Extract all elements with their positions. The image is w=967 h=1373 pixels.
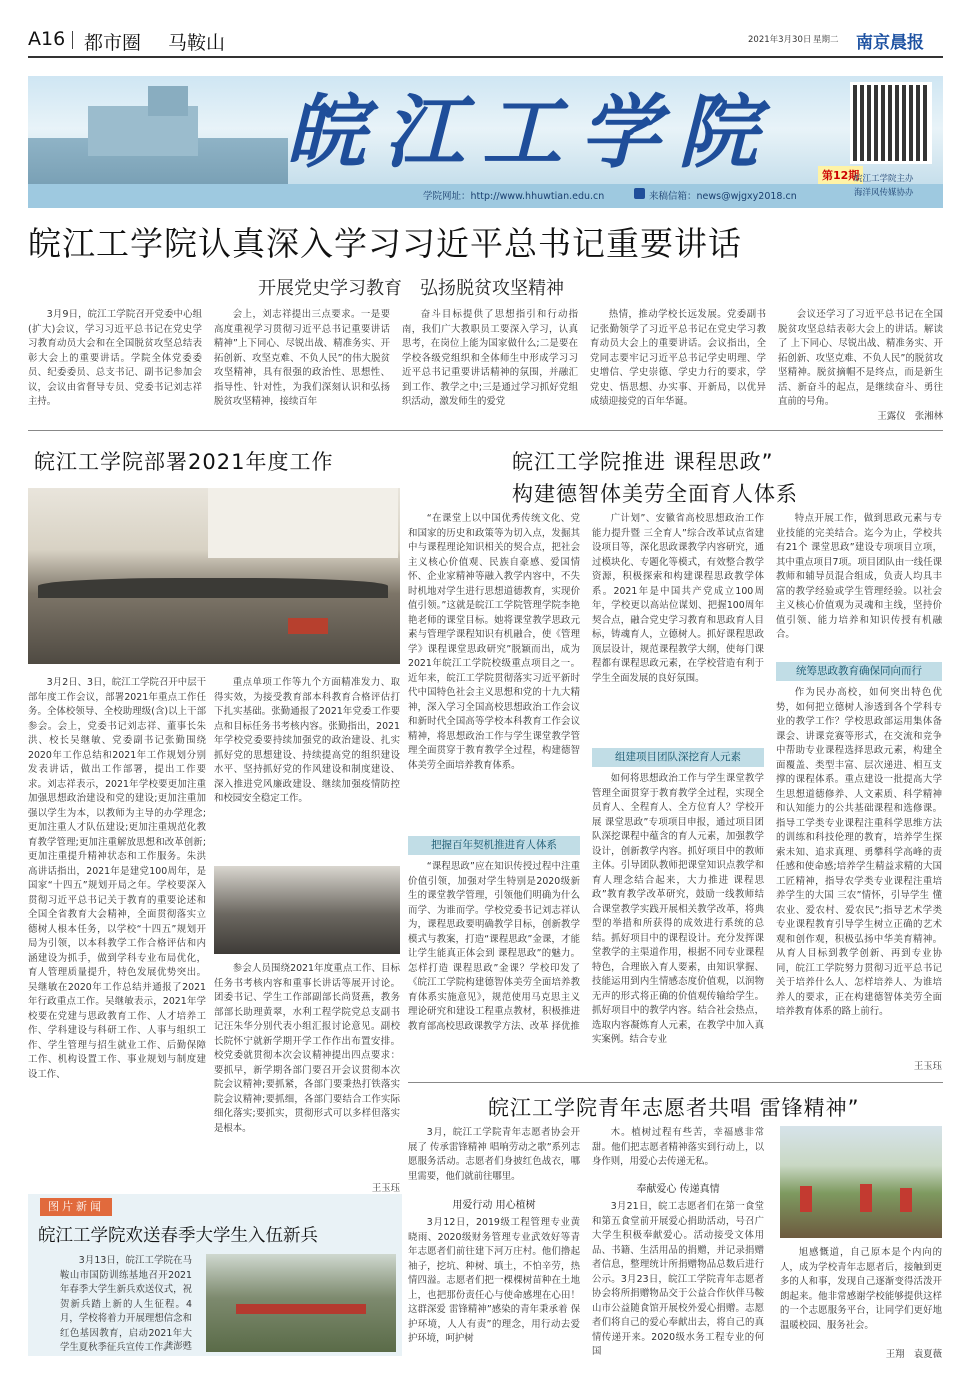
school-website: 学院网址：http://www.hhuwtian.edu.cn: [423, 191, 605, 202]
lead-col-1: 3月9日，皖江工学院召开党委中心组(扩大)会议，学习习近平总书记在党史学习教育动员大会和在全国脱贫攻坚总结表彰大会上的重要讲话。学院全体党委委员、纪委委员、总支书记、副书记参加会议，会议由省督导专员、党委书记刘志祥主持。: [28, 309, 202, 407]
topbar-divider: [72, 31, 73, 49]
qr-code: [850, 82, 932, 164]
topbar-rule: [28, 56, 943, 58]
banner-title: 皖江工学院: [286, 85, 776, 179]
ideology-col-2b: 如何将思想政治工作与学生课堂教学管理全面贯穿于教育教学全过程，实现全员育人、全程育人、全方位育人？学校开展 课堂思政”专项项目申报，通过项目团队深挖课程中蕴含的育人元素，加强教学设计，创新教学内容。抓好项目中的教师主体。引导团队教师把课堂知识点教学和育人理念结合起来，大力推进 课程思政”教育教学改革研究，鼓励一线教师结合课堂教学实践开展相关教学改革，将典型的举措和所获得的成效进行系统的总结。抓好项目中的课程设计。充分发挥课堂教学的主渠道作用，根据不同专业课程特色，合理嵌入育人要素，由知识掌握、技能运用到内生情感态度价值观，以润物无声的形式将正确的价值观传输给学生。抓好项目中的教学内容。结合社会热点，选取内容凝炼育人元素，在教学中加入真实案例。结合专业: [592, 773, 764, 1045]
page-code: A16: [28, 28, 66, 50]
lead-col-3: 奋斗目标提供了思想指引和行动指南，我们广大教职员工要深入学习，认真思考，在岗位上能为国家做什么;二是要在学校各级党组织和全体师生中形成学习习近平总书记重要讲话精神的氛围，并融汇到工作、教学之中;三是通过学习抓好党组织活动，激发师生的爱党: [402, 309, 578, 407]
photo-news-byline: 龚澎甦: [163, 1341, 192, 1352]
ideology-byline: 王玉珏: [913, 1061, 942, 1072]
lead-byline: 王露仪 张湘林: [877, 411, 943, 422]
photo-news-title: 皖江工学院欢送春季大学生入伍新兵: [38, 1226, 318, 1246]
mail-icon: [634, 188, 645, 199]
volunteer-title: 皖江工学院青年志愿者共唱 雷锋精神”: [488, 1096, 860, 1120]
masthead-banner: [28, 76, 943, 208]
lead-rule: [28, 430, 943, 431]
meeting-photo: [28, 488, 400, 664]
photo-news-label: 图片新闻: [40, 1198, 112, 1216]
volunteer-col-1a: 3月，皖江工学院青年志愿者协会开展了 传承雷锋精神 唱响劳动之歌”系列志愿服务活动。志愿者们身披红色战衣，哪里需要，他们就前往哪里。: [408, 1127, 580, 1182]
volunteer-col-3: 旭感慨道，自己原本是个内向的人，成为学校青年志愿者后，接触到更多的人和事，发现自己逐渐变得活泼开朗起来。他非常感谢学校能够提供这样的一个志愿服务平台，让同学们更好地温暖校园、服务社会。: [780, 1247, 942, 1331]
volunteer-byline: 王翔 袁夏薇: [885, 1349, 942, 1360]
ideology-title-2: 构建德智体美劳全面育人体系: [512, 482, 798, 506]
topbar: [28, 28, 943, 54]
paper-logo: 南京晨报: [856, 33, 924, 53]
lead-subhead: 开展党史学习教育 弘扬脱贫攻坚精神: [258, 278, 564, 299]
ideology-bar-3: 统筹思政教育确保同向而行: [776, 662, 942, 681]
volunteer-photo: [780, 1126, 942, 1238]
issue-weekday: 星期二: [813, 35, 839, 45]
volunteer-col-1b: 3月12日，2019级工程管理专业黄晓雨、2020级财务管理专业武效好等青年志愿者们前往建下河万庄村。他们撸起袖子，挖坑、种树、填土，不怕辛劳，热情四溢。志愿者们把一棵棵树苗种在土地上，也把那份责任心与使命感埋在心田！这群深爱 雷锋精神”感染的青年秉承着 保护环境，人人有责”的理念，用行动去爱护环境，呵护树: [408, 1217, 580, 1344]
lead-col-2: 会上，刘志祥提出三点要求。一是要高度重视学习贯彻习近平总书记重要讲话精神”上下同心、尽锐出战、精准务实、开拓创新、攻坚克难、不负人民”的伟大脱贫攻坚精神，具有很强的政治性、思想性、指导性、针对性，为我们深刻认识和弘扬脱贫攻坚精神，接续百年: [214, 309, 390, 407]
workplan-title: 皖江工学院部署2021年度工作: [34, 450, 334, 474]
issue-date: 2021年3月30日: [748, 35, 812, 45]
discussion-photo: [214, 866, 400, 954]
city-name: 马鞍山: [168, 32, 226, 54]
volunteer-col-2b: 3月21日，皖工志愿者们在第一食堂和第五食堂前开展爱心捐助活动，号召广大学生积极奉献爱心。活动接受文体用品、书籍、生活用品的捐赠，并记录捐赠者信息，整理统计所捐赠物品总数后进行公示。3月23日，皖江工学院青年志愿者协会将所捐赠物品交于公益合作伙伴马鞍山市公益随食馆开展校外爱心捐赠。志愿者们将自己的爱心奉献出去，将自己的真情传递开来。2020级水务工程专业的何国: [592, 1201, 764, 1357]
workplan-col-1: 3月2日、3日，皖江工学院召开中层干部年度工作会议，部署2021年重点工作任务。全体校领导、全校助理级(含)以上干部参会。会上，党委书记刘志祥、董事长朱洪、校长吴继敏、党委副书记张勤围绕2020年工作总结和2021年工作规划分别发表讲话，做出工作部署，提出工作要求。刘志祥表示，2021年学校要更加注重加强思想政治建设和党的建设;更加注重加强以学生为本，以教师为主导的办学理念;更加注重人才队伍建设;更加注重规范化教育教学管理;更加注重解放思想和改革创新;更加注重提升精神状态和工作服务。朱洪高讲话指出，2021年是建党100周年，是国家“十四五”规划开局之年。学校要深入贯彻习近平总书记关于教育的重要论述和全国全省教育大会精神，全面贯彻落实立德树人根本任务，以学校“十四五”规划开局为引领，以本科教学工作合格评估和内涵建设为抓手，做到学科专业布局优化，育人管理质量提升，特色发展优势突出。吴继敏在2020年工作总结并通报了2021年行政重点工作。吴继敏表示，2021年学校要在党建与思政教育工作、人才培养工作、学科建设与科研工作、人事与组织工作、学生管理与招生就业工作、后勤保障工作、机构设置工作、事业规划与制度建设工作、: [28, 677, 206, 1080]
lead-headline: 皖江工学院认真深入学习习近平总书记重要讲话: [28, 224, 742, 263]
ideology-col-1b: “课程思政”应在知识传授过程中注重价值引领，加强对学生特别是2020级新生的课堂教学管理，引领他们明确为什么而学、为谁而学。学校党委书记刘志祥认为，课程思政要明确教学目标，创新教学模式与教案，打造“课程思政”金课，才能让学生能真正体会到 课程思政”的魅力。怎样打造 课程思政”金课？学校印发了《皖江工学院构建德智体美劳全面培养教育体系实施意见》，规范使用马克思主义理论研究和建设工程重点教材，积极推进教育部高校思政课教学方法、改革 择优推: [408, 861, 580, 1032]
campus-tower: [148, 86, 188, 116]
ideology-bar-1: 把握百年契机推进育人体系: [408, 836, 580, 855]
sponsor-line-2: 海洋风传媒协办: [854, 188, 914, 198]
workplan-col-2a: 重点单项工作等九个方面精准发力、取得实效，为接受教育部本科教育合格评估打下扎实基础。张勤通报了2021年党委工作要点和目标任务书考核内容。张勤指出，2021年学校党委要持续加强党的政治建设、扎实抓好党的思想建设、持续提高党的组织建设水平、坚持抓好党的作风建设和制度建设、深入推进党风廉政建设、继续加强疫情防控和校园安全稳定工作。: [214, 677, 400, 804]
issue-number: 第12期: [818, 166, 863, 184]
photo-news-text: 3月13日，皖江工学院在马鞍山市国防训练基地召开2021年春季大学生新兵欢送仪式，祝贺新兵踏上新的人生征程。4月，学校将着力开展理想信念和红色基因教育，启动2021年大学生夏秋季征兵宣传工作。: [60, 1255, 192, 1353]
ideology-rule: [408, 1082, 943, 1083]
workplan-col-2b: 参会人员围绕2021年度重点工作、目标任务书考核内容和重事长讲话等展开讨论。团委书记、学生工作部副部长尚贤燕，教务部部长助理黄翠，水利工程学院党总支副书记汪朱华分别代表小组汇报讨论意见。副校长院怀宁就新学期开学工作作出布置安排。校党委就贯彻本次会议精神提出四点要求：要抓早，新学期各部门要召开会议贯彻本次院会议精神;要抓紧，各部门要秉热打铁落实院会议精神;要抓细，各部门要结合工作实际细化落实;要抓实，贯彻形式可以多样但落实是根本。: [214, 963, 400, 1134]
volunteer-sub-1: 用爱行动 用心植树: [452, 1200, 536, 1211]
volunteer-sub-2: 奉献爱心 传递真情: [636, 1184, 720, 1195]
lead-col-4: 热情，推动学校长远发展。党委副书记张勤领学了习近平总书记在党史学习教育动员大会上的重要讲话。会议指出，全党同志要牢记习近平总书记学史明理、学史增信、学史崇德、学史力行的要求，学党史、悟思想、办实事、开新局，以优异成绩迎接党的百年华诞。: [590, 309, 766, 407]
ideology-col-3b: 作为民办高校，如何突出特色优势，如何把立德树人渗透到各个学科专业的教学工作？学校思政部运用集体备课会、讲课竞赛等形式，在交流和竞争中帮助专业课程选择思政元素，构建全面覆盖、类型丰富、层次递进、相互支撑的课程体系。重点建设一批提高大学生思想道德修养、人文素质、科学精神和认知能力的公共基础课程和选修课。指导工学类专业课程注重科学思维方法的训练和科技伦理的教育，培养学生探索未知、追求真理、勇攀科学高峰的责任感和使命感;培养学生精益求精的大国工匠精神，指导农学类专业课程注重培养学生的大国 三农”情怀，引导学生 懂农业、爱农村、爱农民”;指导艺术学类专业课程教育引导学生树立正确的艺术观和创作观，积极弘扬中华美育精神。从育人目标到教学创新、再到专业协同，皖江工学院努力贯彻习近平总书记关于培养什么人、怎样培养人、为谁培养人的要求，正在构建德智体美劳全面培养教育体系的路上前行。: [776, 687, 942, 1017]
workplan-byline: 王玉珏: [371, 1183, 400, 1194]
submission-email: 来稿信箱：news@wjgxy2018.cn: [649, 191, 797, 202]
ideology-col-1a: “在课堂上以中国优秀传统文化、党和国家的历史和政策等为切入点，发掘其中与课程理论知识相关的契合点，把社会主义核心价值观、民族自豪感、爱国情怀、企业家精神等融入教学内容中，不失时机地对学生进行思想道德教育，实现价值引领。”这就是皖江工学院管理学院李艳艳老师的课堂目标。她将课堂教学思政元素与管理学课程知识有机融合，使《管理学》课程课堂思政研究”脱颖而出，成为2021年皖江工学院校级重点项目之一。近年来，皖江工学院贯彻落实习近平新时代中国特色社会主义思想和党的十九大精神，深入学习全国高校思想政治工作会议和新时代全国高等学校本科教育工作会议精神，将思想政治工作与学生课堂教学管理全面贯穿于教育教学全过程，构建德智体美劳全面培养教育体系。: [408, 513, 580, 771]
lead-col-5: 会议还学习了习近平总书记在全国脱贫攻坚总结表彰大会上的讲话。解读了 上下同心、尽锐出战、精准务实、开拓创新、攻坚克难、不负人民”的脱贫攻坚精神。脱贫摘帽不是终点，而是新生活、新奋斗的起点，是继续奋斗、勇往直前的号角。: [778, 309, 943, 407]
ideology-bar-2: 组建项目团队深挖育人元素: [592, 748, 764, 767]
sponsor-line-1: 皖江工学院主办: [854, 174, 914, 184]
ideology-title-1: 皖江工学院推进 课程思政”: [512, 450, 774, 474]
recruits-photo: [206, 1254, 396, 1352]
section-name: 都市圈: [84, 32, 142, 54]
volunteer-col-2a: 木。植树过程有些苦，幸福感非常甜。他们把志愿者精神落实到行动上，以身作则，用爱心去传递无私。: [592, 1127, 764, 1167]
ideology-col-2a: 广计划”、安徽省高校思想政治工作能力提升暨 三全育人”综合改革试点省建设项目等，深化思政课教学内容研究，通过模块化、专题化等模式，有效整合教学资源，积极探索和构建课程思政教学体系。2021年是中国共产党成立100周年，学校更以高站位谋划、把握100周年契合点，融合党史学习教育和思政育人目标，铸魂育人，立德树人。抓好课程思政顶层设计，规范课程教学大纲，使每门课程都有课程思政元素，在学校营造有利于学生全面发展的良好氛围。: [592, 513, 764, 684]
ideology-col-3a: 特点开展工作，做到思政元素与专业技能的完美结合。迄今为止，学校共有21个 课堂思政”建设专项项目立项，其中重点项目7项。项目团队由一线任课教师和辅导员混合组成，负责人均具丰富的教学经验或学生管理经验。以社会主义核心价值观为灵魂和主线，坚持价值引领、能力培养和知识传授有机融合。: [776, 513, 942, 640]
